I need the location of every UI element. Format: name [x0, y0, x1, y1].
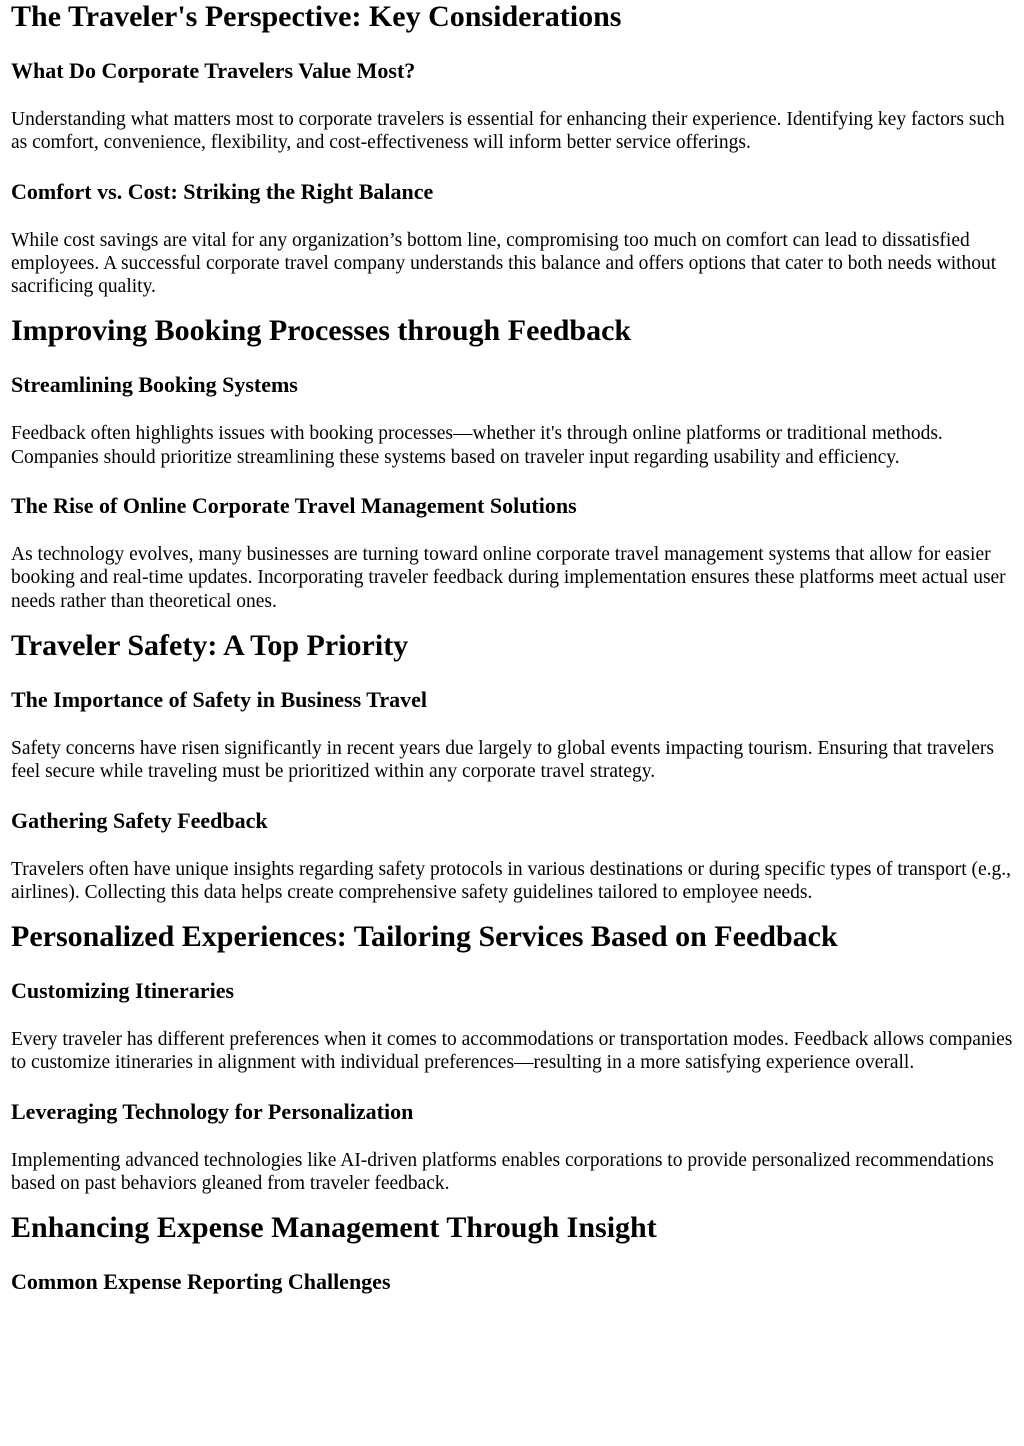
section-heading: Enhancing Expense Management Through Insight [11, 1211, 657, 1245]
section-heading: Personalized Experiences: Tailoring Services Based on Feedback [11, 920, 838, 954]
paragraph: While cost savings are vital for any organization’s bottom line, compromising too much on comfort can lead to dissatisfied employees. A successful corporate travel company understands this balance and offers options that cater to both needs without sacrificing quality. [11, 229, 997, 298]
paragraph: Travelers often have unique insights regarding safety protocols in various destinations or during specific types of transport (e.g., airlines). Collecting this data helps create comprehensive safety guidelines tailored to employee needs. [11, 858, 1012, 903]
paragraph: Understanding what matters most to corporate travelers is essential for enhancing their experience. Identifying key factors such as comfort, convenience, flexibility, and cost-effectiveness will inform better service offerings. [11, 109, 1005, 154]
subsection-heading: Streamlining Booking Systems [11, 372, 298, 398]
section-heading: Traveler Safety: A Top Priority [11, 628, 409, 662]
section-personalized-experiences [11, 920, 1014, 1195]
paragraph: Feedback often highlights issues with booking processes—whether it's through online platforms or traditional methods. Companies should prioritize streamlining these systems based on traveler input regarding usability and efficiency. [11, 423, 943, 468]
subsection-heading: Leveraging Technology for Personalization [11, 1098, 414, 1124]
subsection-heading: Gathering Safety Feedback [11, 807, 268, 833]
subsection-heading: What Do Corporate Travelers Value Most? [11, 58, 416, 83]
paragraph: Implementing advanced technologies like AI-driven platforms enables corporations to provide personalized recommendations based on past behaviors gleaned from traveler feedback. [11, 1149, 994, 1195]
section-traveler-safety [11, 629, 1014, 904]
subsection-heading: Customizing Itineraries [11, 978, 235, 1004]
section-booking-processes [11, 314, 1014, 612]
section-travelers-perspective [11, 0, 1014, 298]
paragraph: Safety concerns have risen significantly in recent years due largely to global events impacting tourism. Ensuring that travelers feel secure while traveling must be prioritized within any corporate travel strategy. [11, 737, 995, 783]
subsection-heading: Comfort vs. Cost: Striking the Right Balance [11, 178, 434, 204]
section-expense-management [11, 1211, 1014, 1295]
subsection-heading: Common Expense Reporting Challenges [11, 1269, 391, 1295]
section-heading: The Traveler's Perspective: Key Considerations [11, 0, 622, 33]
paragraph: As technology evolves, many businesses are turning toward online corporate travel management systems that allow for easier booking and real-time updates. Incorporating traveler feedback during implementation ensures these platforms meet actual user needs rather than theoretical ones. [11, 544, 1006, 612]
subsection-heading: The Importance of Safety in Business Travel [11, 686, 427, 712]
subsection-heading: The Rise of Online Corporate Travel Management Solutions [11, 493, 577, 519]
section-heading: Improving Booking Processes through Feedback [11, 314, 632, 348]
paragraph: Every traveler has different preferences when it comes to accommodations or transportation modes. Feedback allows companies to customize itineraries in alignment with individual preferences—resulting in a more satisfying experience overall. [11, 1029, 1013, 1074]
